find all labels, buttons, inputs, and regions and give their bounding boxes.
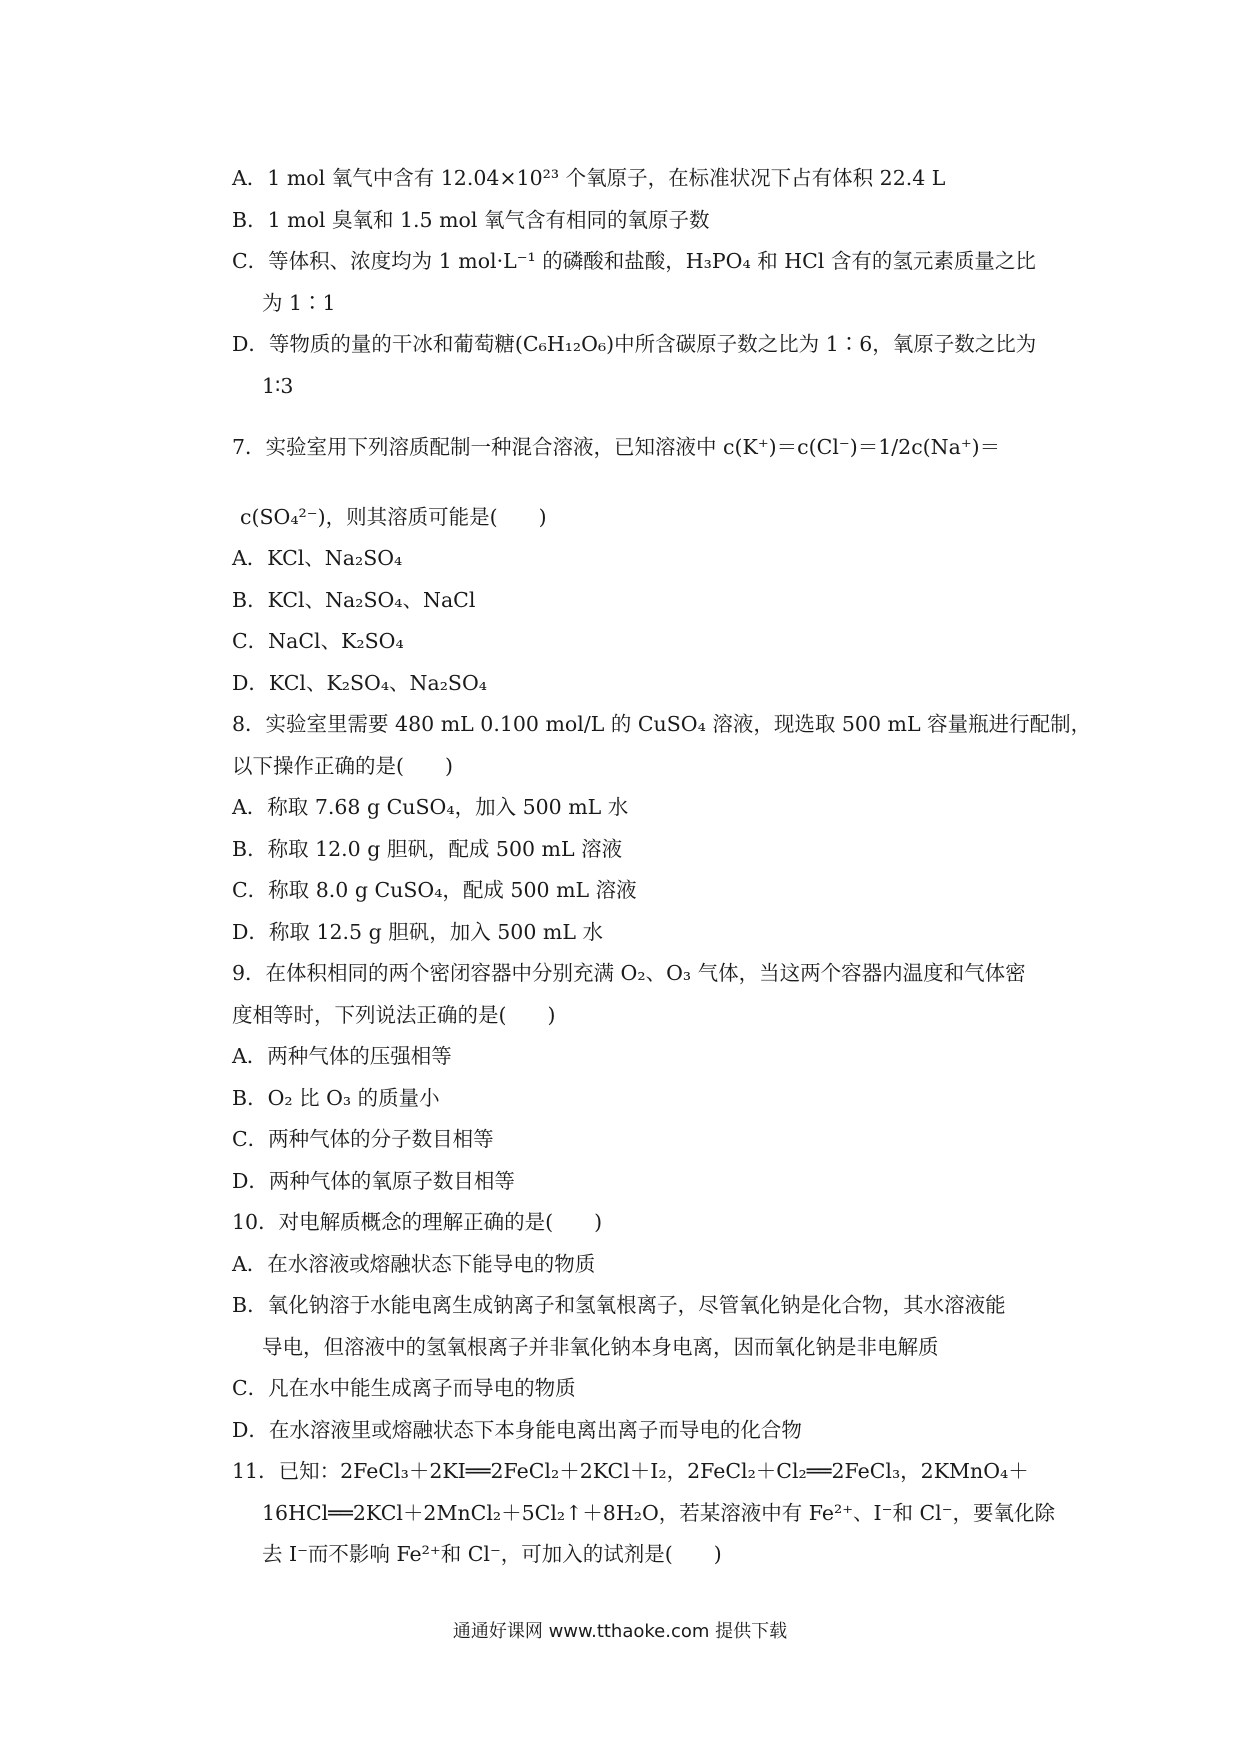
q7-stem-line2: c(SO₄²⁻)，则其溶质可能是( ): [240, 504, 547, 529]
q10-option-d: D．在水溶液里或熔融状态下本身能电离出离子而导电的化合物: [232, 1417, 802, 1442]
q7-option-c: C．NaCl、K₂SO₄: [232, 629, 404, 653]
q10-option-b-cont: 导电，但溶液中的氢氧根离子并非氧化钠本身电离，因而氧化钠是非电解质: [262, 1334, 939, 1359]
q8-stem-line2: 以下操作正确的是( ): [232, 753, 453, 778]
q9-stem-line2: 度相等时，下列说法正确的是( ): [232, 1002, 556, 1027]
q6-option-c-cont: 为 1∶1: [262, 290, 336, 315]
q9-stem-line1: 9．在体积相同的两个密闭容器中分别充满 O₂、O₃ 气体，当这两个容器内温度和气体密: [232, 961, 1026, 985]
q9-option-a: A．两种气体的压强相等: [232, 1044, 452, 1068]
q10-stem: 10．对电解质概念的理解正确的是( ): [232, 1210, 603, 1234]
q9-option-b: B．O₂ 比 O₃ 的质量小: [232, 1085, 440, 1110]
q11-stem-line2: 16HCl══2KCl＋2MnCl₂＋5Cl₂↑＋8H₂O，若某溶液中有 Fe²⁺、I⁻和 Cl⁻，要氧化除: [262, 1500, 1056, 1525]
q6-option-b: B．1 mol 臭氧和 1.5 mol 氧气含有相同的氧原子数: [232, 207, 710, 232]
q10-option-a: A．在水溶液或熔融状态下能导电的物质: [232, 1251, 596, 1276]
q7-stem-line1: 7．实验室用下列溶质配制一种混合溶液，已知溶液中 c(K⁺)＝c(Cl⁻)＝1/2c(Na⁺)＝: [232, 435, 1001, 459]
q10-option-b: B．氧化钠溶于水能电离生成钠离子和氢氧根离子，尽管氧化钠是化合物，其水溶液能: [232, 1293, 1006, 1317]
q7-option-a: A．KCl、Na₂SO₄: [232, 546, 403, 570]
q9-option-c: C．两种气体的分子数目相等: [232, 1127, 494, 1151]
q11-stem-line1: 11．已知：2FeCl₃＋2KI══2FeCl₂＋2KCl＋I₂，2FeCl₂＋Cl₂══2FeCl₃，2KMnO₄＋: [232, 1459, 1029, 1483]
q8-option-b: B．称取 12.0 g 胆矾，配成 500 mL 溶液: [232, 836, 623, 861]
q11-stem-line3: 去 I⁻而不影响 Fe²⁺和 Cl⁻，可加入的试剂是( ): [262, 1542, 722, 1566]
q8-option-a: A．称取 7.68 g CuSO₄，加入 500 mL 水: [232, 795, 629, 819]
q10-option-c: C．凡在水中能生成离子而导电的物质: [232, 1376, 576, 1400]
q9-option-d: D．两种气体的氧原子数目相等: [232, 1168, 515, 1193]
q6-option-d: D．等物质的量的干冰和葡萄糖(C₆H₁₂O₆)中所含碳原子数之比为 1∶6，氧原子数之比为: [232, 332, 1037, 356]
q8-option-c: C．称取 8.0 g CuSO₄，配成 500 mL 溶液: [232, 878, 637, 902]
q8-stem-line1: 8．实验室里需要 480 mL 0.100 mol/L 的 CuSO₄ 溶液，现选取 500 mL 容量瓶进行配制，: [232, 712, 1092, 736]
q6-option-d-cont: 1∶3: [262, 373, 294, 398]
q7-option-b: B．KCl、Na₂SO₄、NaCl: [232, 587, 476, 612]
q6-option-a: A．1 mol 氧气中含有 12.04×10²³ 个氧原子，在标准状况下占有体积 22.4 L: [232, 166, 946, 190]
q7-option-d: D．KCl、K₂SO₄、Na₂SO₄: [232, 670, 487, 695]
page-footer: 通通好课网 www.tthaoke.com 提供下载: [452, 1621, 788, 1642]
q8-option-d: D．称取 12.5 g 胆矾，加入 500 mL 水: [232, 919, 603, 944]
q6-option-c: C．等体积、浓度均为 1 mol·L⁻¹ 的磷酸和盐酸，H₃PO₄ 和 HCl 含有的氢元素质量之比: [232, 249, 1036, 273]
document-body: [232, 158, 1092, 1576]
